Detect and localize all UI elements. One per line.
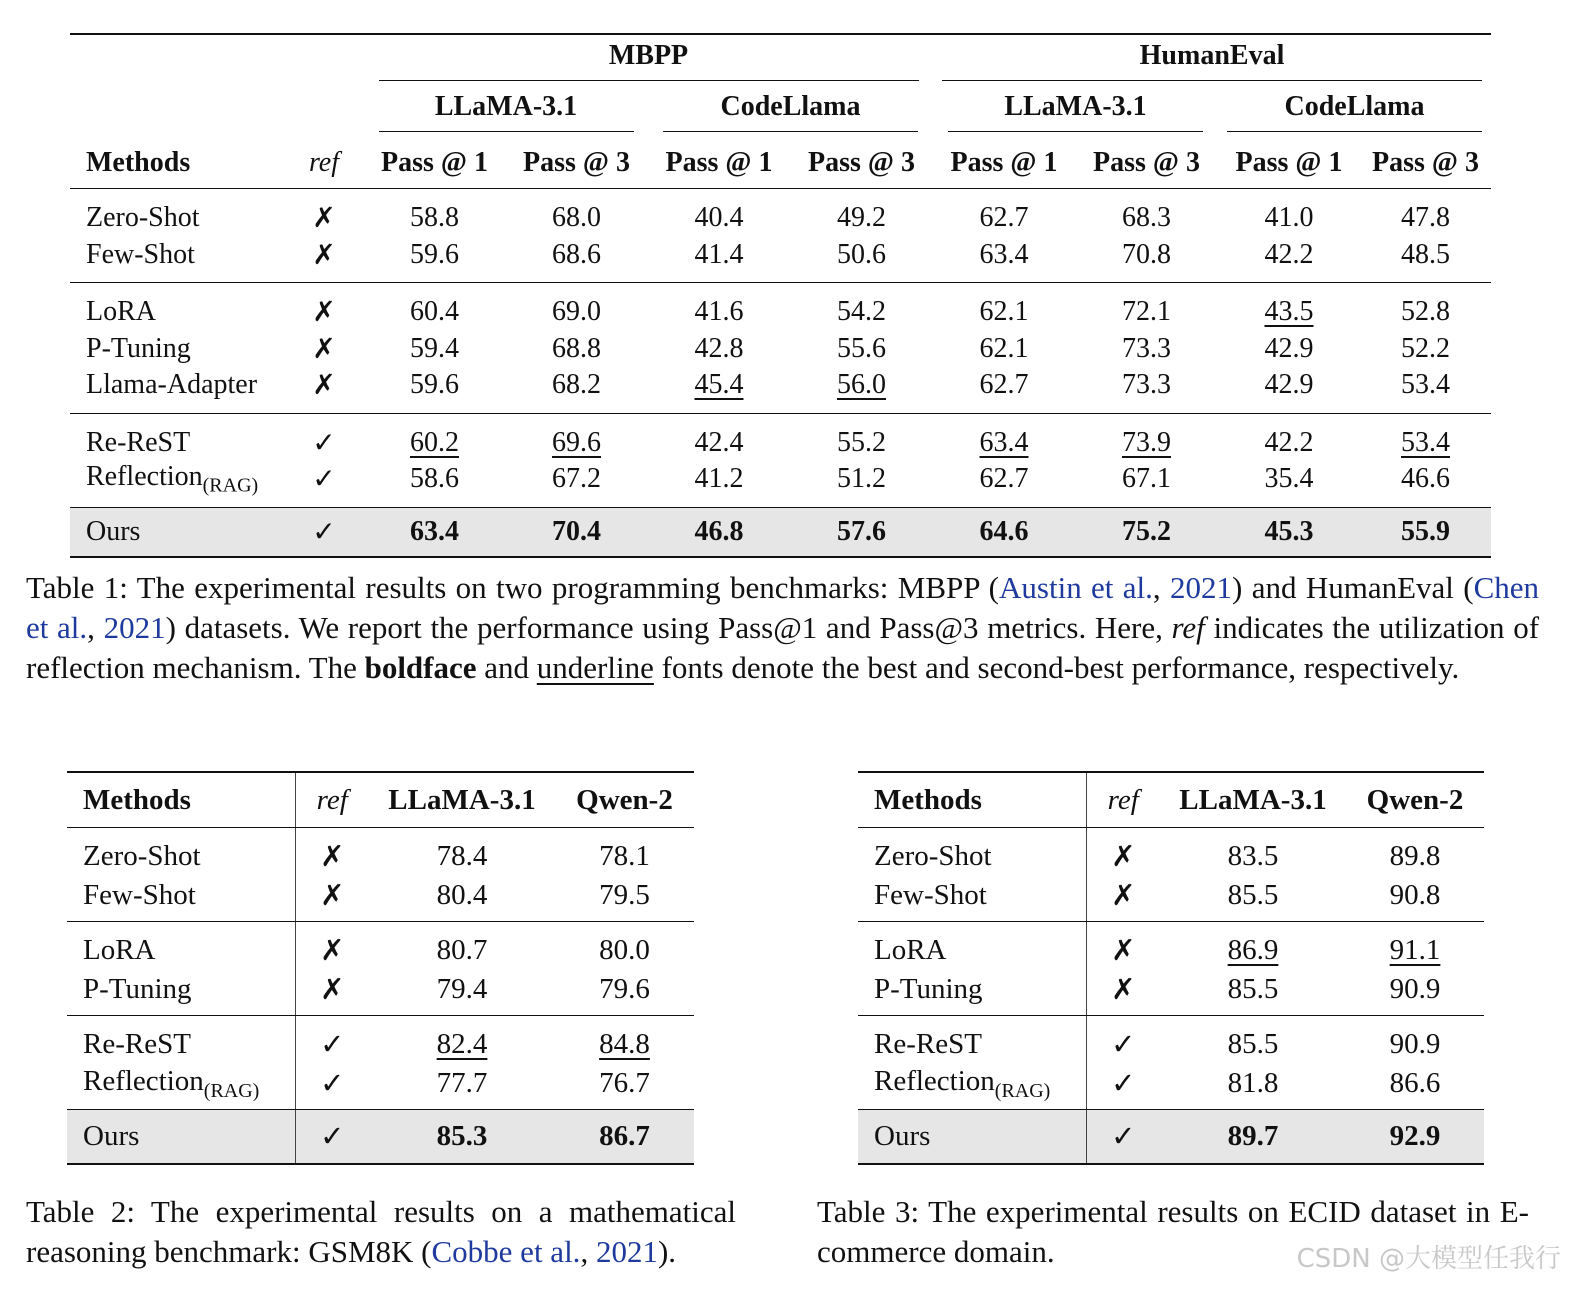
citation-austin-year[interactable]: 2021	[1170, 570, 1233, 605]
value-cell: 48.5	[1360, 237, 1491, 283]
ref-mark: ✓	[320, 1029, 345, 1061]
value-cell: 80.0	[599, 934, 650, 966]
metric-header: Pass @ 3	[1360, 137, 1491, 189]
col-header-qwen: Qwen-2	[555, 772, 694, 828]
table-row	[858, 876, 1484, 922]
value-cell: 42.9	[1218, 367, 1360, 413]
model-header: LLaMA-3.1	[364, 86, 648, 137]
value-cell: 90.9	[1346, 970, 1484, 1016]
value-cell: 75.2	[1075, 507, 1218, 557]
model-header: CodeLlama	[648, 86, 933, 137]
method-name: Few-Shot	[70, 237, 284, 283]
table-row	[70, 189, 1491, 237]
table-row	[858, 922, 1484, 971]
table-row	[67, 876, 694, 922]
table-row	[858, 828, 1484, 877]
ref-mark: ✓	[1086, 1064, 1160, 1110]
value-cell: 68.6	[505, 237, 648, 283]
metric-header: Pass @ 1	[1218, 137, 1360, 189]
value-cell: 53.4	[1360, 367, 1491, 413]
method-name: P-Tuning	[858, 970, 1086, 1016]
value-cell: 76.7	[555, 1064, 694, 1110]
method-name: Reflection$_{(RAG)}$	[67, 1064, 295, 1110]
method-name: LoRA	[86, 296, 156, 328]
citation-cobbe-year[interactable]: 2021	[595, 1234, 658, 1269]
value-cell: 45.4	[648, 367, 790, 413]
value-cell: 51.2	[790, 461, 933, 507]
value-cell: 59.4	[410, 332, 459, 364]
value-cell: 55.9	[1360, 507, 1491, 557]
method-name: Ours	[70, 507, 284, 557]
citation-chen-year[interactable]: 2021	[103, 610, 166, 645]
table-row	[858, 1110, 1484, 1165]
value-cell: 58.6	[364, 461, 505, 507]
ref-mark: ✗	[312, 333, 336, 365]
value-cell: 50.6	[790, 237, 933, 283]
value-cell: 70.8	[1075, 237, 1218, 283]
value-cell: 73.3	[1122, 332, 1171, 364]
table-3	[858, 771, 1484, 1165]
model-header: CodeLlama	[1218, 86, 1491, 137]
value-cell: 63.4	[979, 426, 1029, 458]
value-cell: 56.0	[790, 367, 933, 413]
method-name: Re-ReST	[86, 426, 191, 458]
table-row	[70, 367, 1491, 413]
value-cell: 82.4	[436, 1028, 488, 1060]
citation-chen[interactable]: Chen et al.	[26, 570, 1539, 645]
method-name: Re-ReST	[67, 1016, 295, 1065]
ref-mark: ✗	[1111, 841, 1136, 873]
value-cell: 42.8	[694, 332, 744, 364]
col-header-methods: Methods	[67, 772, 295, 828]
value-cell: 67.2	[505, 461, 648, 507]
col-header-llama: LLaMA-3.1	[369, 772, 555, 828]
table-row	[70, 283, 1491, 331]
ref-mark: ✓	[284, 461, 364, 507]
ref-mark: ✗	[312, 203, 336, 235]
value-cell: 41.4	[648, 237, 790, 283]
method-name: Zero-Shot	[67, 828, 295, 877]
col-header-methods: Methods	[70, 137, 284, 189]
value-cell: 86.9	[1227, 934, 1279, 966]
table-row	[67, 970, 694, 1016]
value-cell: 46.6	[1360, 461, 1491, 507]
table-1-body	[70, 189, 1491, 557]
citation-cobbe[interactable]: Cobbe et al.	[431, 1234, 581, 1269]
method-name: Reflection$_{(RAG)}$	[70, 461, 284, 507]
value-cell: 42.9	[1264, 332, 1314, 364]
value-cell: 52.8	[1401, 296, 1450, 328]
value-cell: 80.7	[436, 934, 488, 966]
value-cell: 55.6	[837, 332, 886, 364]
value-cell: 42.2	[1264, 426, 1314, 458]
value-cell: 45.3	[1218, 507, 1360, 557]
method-name: Re-ReST	[858, 1016, 1086, 1065]
value-cell: 49.2	[837, 202, 886, 234]
value-cell: 54.2	[837, 296, 886, 328]
value-cell: 68.8	[552, 332, 601, 364]
value-cell: 78.4	[436, 840, 488, 872]
table-row	[858, 970, 1484, 1016]
value-cell: 35.4	[1218, 461, 1360, 507]
table-row	[858, 1016, 1484, 1065]
metric-header: Pass @ 1	[648, 137, 790, 189]
ref-mark: ✓	[295, 1064, 369, 1110]
value-cell: 70.4	[505, 507, 648, 557]
col-header-llama: LLaMA-3.1	[1160, 772, 1346, 828]
value-cell: 67.1	[1075, 461, 1218, 507]
value-cell: 63.4	[933, 237, 1075, 283]
value-cell: 53.4	[1401, 426, 1450, 458]
table-row	[70, 237, 1491, 283]
table-1-caption: Table 1: The experimental results on two programming benchmarks: MBPP (Austin et al., 2021) and HumanEval (Chen et al., 2021) datasets. We report the performance using Pass@1 and Pass@3 metrics. Here, ref indicates the utilization of reflection mechanism. The boldface and underline fonts denote the best and second-best performance, respectively.	[26, 570, 1540, 685]
value-cell: 62.7	[933, 461, 1075, 507]
group-header-humaneval: HumanEval	[933, 34, 1491, 86]
value-cell: 89.8	[1389, 840, 1441, 872]
metric-header: Pass @ 3	[790, 137, 933, 189]
value-cell: 68.3	[1122, 202, 1171, 234]
value-cell: 78.1	[599, 840, 650, 872]
ref-mark: ✗	[312, 297, 336, 329]
method-name: Llama-Adapter	[70, 367, 284, 413]
value-cell: 60.4	[410, 296, 459, 328]
value-cell: 62.1	[979, 332, 1029, 364]
table-row	[70, 461, 1491, 507]
value-cell: 85.5	[1227, 1028, 1279, 1060]
value-cell: 55.2	[837, 426, 886, 458]
col-header-qwen: Qwen-2	[1346, 772, 1484, 828]
ref-mark: ✗	[295, 970, 369, 1016]
col-header-ref: ref	[1086, 772, 1160, 828]
method-name: Few-Shot	[67, 876, 295, 922]
value-cell: 90.9	[1389, 1028, 1441, 1060]
method-name: Ours	[858, 1110, 1086, 1165]
ref-mark: ✓	[1111, 1029, 1136, 1061]
table-row	[67, 922, 694, 971]
value-cell: 79.6	[555, 970, 694, 1016]
method-name: Ours	[67, 1110, 295, 1165]
value-cell: 59.6	[364, 367, 505, 413]
value-cell: 89.7	[1160, 1110, 1346, 1165]
ref-mark: ✗	[1086, 970, 1160, 1016]
col-header-methods: Methods	[858, 772, 1086, 828]
value-cell: 58.8	[410, 202, 459, 234]
table-3-caption: Table 3: The experimental results on ECID dataset in E-commerce domain.	[817, 1194, 1529, 1269]
value-cell: 62.7	[933, 367, 1075, 413]
method-name: LoRA	[858, 922, 1086, 971]
table-2-body	[67, 828, 694, 1165]
table-row	[67, 1016, 694, 1065]
value-cell: 46.8	[648, 507, 790, 557]
value-cell: 73.3	[1075, 367, 1218, 413]
value-cell: 60.2	[410, 426, 459, 458]
value-cell: 77.7	[369, 1064, 555, 1110]
metric-header: Pass @ 1	[933, 137, 1075, 189]
value-cell: 41.2	[648, 461, 790, 507]
method-name: Zero-Shot	[858, 828, 1086, 877]
table-row	[67, 1064, 694, 1110]
ref-mark: ✓	[1086, 1110, 1160, 1165]
value-cell: 42.4	[694, 426, 744, 458]
ref-mark: ✗	[284, 367, 364, 413]
model-header: LLaMA-3.1	[933, 86, 1218, 137]
value-cell: 57.6	[790, 507, 933, 557]
value-cell: 84.8	[599, 1028, 650, 1060]
table-3-body	[858, 828, 1484, 1165]
method-name: Few-Shot	[858, 876, 1086, 922]
value-cell: 59.6	[364, 237, 505, 283]
value-cell: 43.5	[1264, 296, 1314, 328]
value-cell: 41.6	[694, 296, 744, 328]
value-cell: 52.2	[1401, 332, 1450, 364]
table-row	[67, 828, 694, 877]
value-cell: 85.3	[369, 1110, 555, 1165]
value-cell: 42.2	[1218, 237, 1360, 283]
table-row	[858, 1064, 1484, 1110]
ref-mark: ✗	[320, 935, 345, 967]
ref-mark: ✓	[295, 1110, 369, 1165]
ref-mark: ✓	[284, 507, 364, 557]
value-cell: 63.4	[364, 507, 505, 557]
citation-austin[interactable]: Austin et al.	[999, 570, 1153, 605]
value-cell: 72.1	[1122, 296, 1171, 328]
group-header-mbpp: MBPP	[364, 34, 933, 86]
table-1	[70, 33, 1491, 558]
value-cell: 68.0	[552, 202, 601, 234]
metric-header: Pass @ 3	[505, 137, 648, 189]
method-name: Zero-Shot	[86, 202, 200, 234]
value-cell: 80.4	[369, 876, 555, 922]
col-header-ref: ref	[295, 772, 369, 828]
metric-header: Pass @ 3	[1075, 137, 1218, 189]
value-cell: 68.2	[505, 367, 648, 413]
value-cell: 81.8	[1160, 1064, 1346, 1110]
table-row	[67, 1110, 694, 1165]
value-cell: 90.8	[1346, 876, 1484, 922]
value-cell: 79.5	[555, 876, 694, 922]
value-cell: 86.6	[1346, 1064, 1484, 1110]
value-cell: 79.4	[369, 970, 555, 1016]
value-cell: 41.0	[1264, 202, 1314, 234]
value-cell: 47.8	[1401, 202, 1450, 234]
col-header-ref: ref	[284, 137, 364, 189]
value-cell: 92.9	[1346, 1110, 1484, 1165]
method-name: P-Tuning	[67, 970, 295, 1016]
watermark: CSDN @大模型任我行	[1296, 1244, 1561, 1274]
value-cell: 62.7	[979, 202, 1029, 234]
value-cell: 86.7	[555, 1110, 694, 1165]
value-cell: 85.5	[1160, 970, 1346, 1016]
value-cell: 85.5	[1160, 876, 1346, 922]
value-cell: 64.6	[933, 507, 1075, 557]
ref-mark: ✗	[1086, 876, 1160, 922]
table-row	[70, 331, 1491, 368]
method-name: Reflection$_{(RAG)}$	[858, 1064, 1086, 1110]
table-row	[70, 507, 1491, 557]
value-cell: 69.0	[552, 296, 601, 328]
value-cell: 91.1	[1389, 934, 1441, 966]
ref-mark: ✓	[312, 427, 336, 459]
value-cell: 73.9	[1122, 426, 1171, 458]
table-2	[67, 771, 694, 1165]
value-cell: 62.1	[979, 296, 1029, 328]
method-name: P-Tuning	[86, 332, 191, 364]
method-name: LoRA	[67, 922, 295, 971]
table-2-caption: Table 2: The experimental results on a mathematical reasoning benchmark: GSM8K (Cobbe et al., 2021).	[26, 1194, 736, 1269]
value-cell: 83.5	[1227, 840, 1279, 872]
ref-mark: ✗	[320, 841, 345, 873]
ref-mark: ✗	[295, 876, 369, 922]
ref-mark: ✗	[1111, 935, 1136, 967]
metric-header: Pass @ 1	[364, 137, 505, 189]
value-cell: 69.6	[552, 426, 601, 458]
table-row	[70, 413, 1491, 461]
ref-mark: ✗	[284, 237, 364, 283]
value-cell: 40.4	[694, 202, 744, 234]
